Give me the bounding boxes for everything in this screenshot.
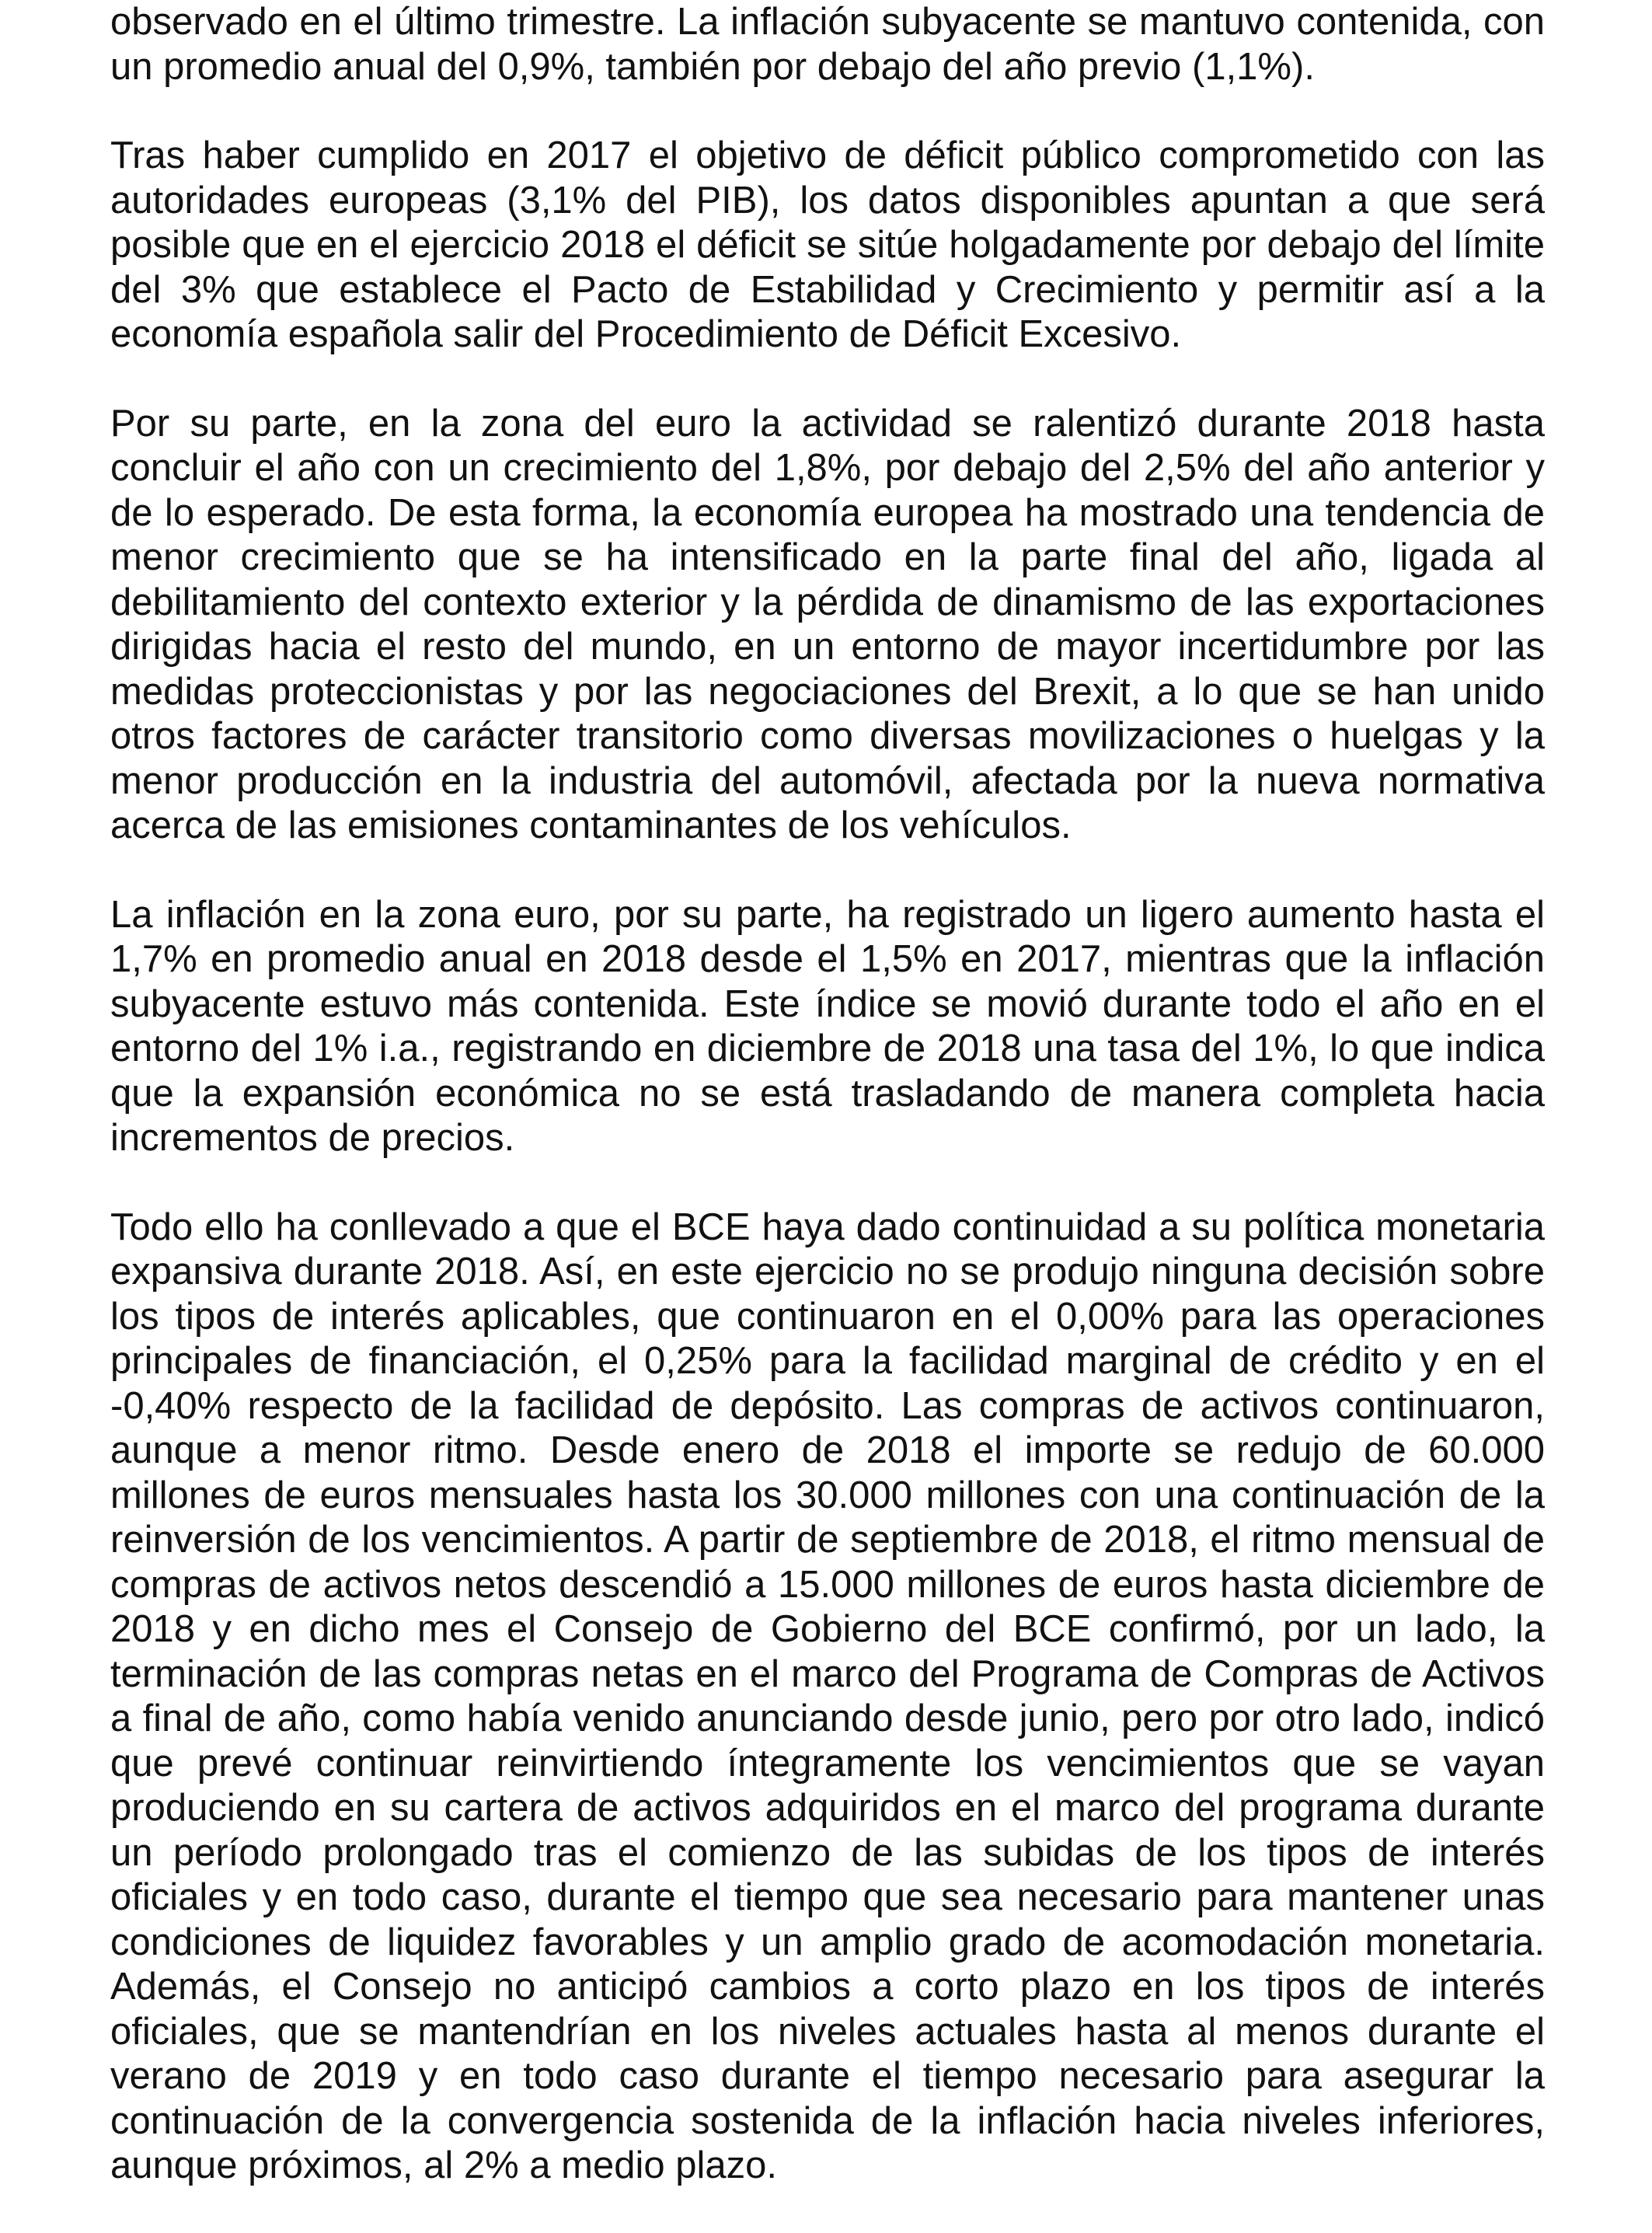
paragraph-inflation-spain: observado en el último trimestre. La inflación subyacente se mantuvo contenida, con un promedio anual del 0,9%, también por debajo del año previo (1,1%).	[110, 1, 1545, 88]
paragraph-ecb-monetary-policy: Todo ello ha conllevado a que el BCE haya dado continuidad a su política monetaria expansiva durante 2018. Así, en este ejercicio no se produjo ninguna decisión sobre los tipos de interés aplicables, que continuaron en el 0,00% para las operaciones principales de financiación, el 0,25% para la facilidad marginal de crédito y en el -0,40% respecto de la facilidad de depósito. Las compras de activos continuaron, aunque a menor ritmo. Desde enero de 2018 el importe se redujo de 60.000 millones de euros mensuales hasta los 30.000 millones con una continuación de la reinversión de los vencimientos. A partir de septiembre de 2018, el ritmo mensual de compras de activos netos descendió a 15.000 millones de euros hasta diciembre de 2018 y en dicho mes el Consejo de Gobierno del BCE confirmó, por un lado, la terminación de las compras netas en el marco del Programa de Compras de Activos a final de año, como había venido anunciando desde junio, pero por otro lado, indicó que prevé continuar reinvirtiendo íntegramente los vencimientos que se vayan produciendo en su cartera de activos adquiridos en el marco del programa durante un período prolongado tras el comienzo de las subidas de los tipos de interés oficiales y en todo caso, durante el tiempo que sea necesario para mantener unas condiciones de liquidez favorables y un amplio grado de acomodación monetaria. Además, el Consejo no anticipó cambios a corto plazo en los tipos de interés oficiales, que se mantendrían en los niveles actuales hasta al menos durante el verano de 2019 y en todo caso durante el tiempo necesario para asegurar la continuación de la convergencia sostenida de la inflación hacia niveles inferiores, aunque próximos, al 2% a medio plazo.	[110, 1205, 1545, 2186]
paragraph-euro-zone-activity: Por su parte, en la zona del euro la actividad se ralentizó durante 2018 hasta concluir el año con un crecimiento del 1,8%, por debajo del 2,5% del año anterior y de lo esperado. De esta forma, la economía europea ha mostrado una tendencia de menor crecimiento que se ha intensificado en la parte final del año, ligada al debilitamiento del contexto exterior y la pérdida de dinamismo de las exportaciones dirigidas hacia el resto del mundo, en un entorno de mayor incertidumbre por las medidas proteccionistas y por las negociaciones del Brexit, a lo que se han unido otros factores de carácter transitorio como diversas movilizaciones o huelgas y la menor producción en la industria del automóvil, afectada por la nueva normativa acerca de las emisiones contaminantes de los vehículos.	[110, 402, 1545, 846]
paragraph-public-deficit: Tras haber cumplido en 2017 el objetivo de déficit público comprometido con las autoridades europeas (3,1% del PIB), los datos disponibles apuntan a que será posible que en el ejercicio 2018 el déficit se sitúe holgadamente por debajo del límite del 3% que establece el Pacto de Estabilidad y Crecimiento y permitir así a la economía española salir del Procedimiento de Déficit Excesivo.	[110, 134, 1545, 355]
document-page	[110, 0, 1545, 2233]
paragraph-euro-zone-inflation: La inflación en la zona euro, por su parte, ha registrado un ligero aumento hasta el 1,7% en promedio anual en 2018 desde el 1,5% en 2017, mientras que la inflación subyacente estuvo más contenida. Este índice se movió durante todo el año en el entorno del 1% i.a., registrando en diciembre de 2018 una tasa del 1%, lo que indica que la expansión económica no se está trasladando de manera completa hacia incrementos de precios.	[110, 893, 1545, 1159]
